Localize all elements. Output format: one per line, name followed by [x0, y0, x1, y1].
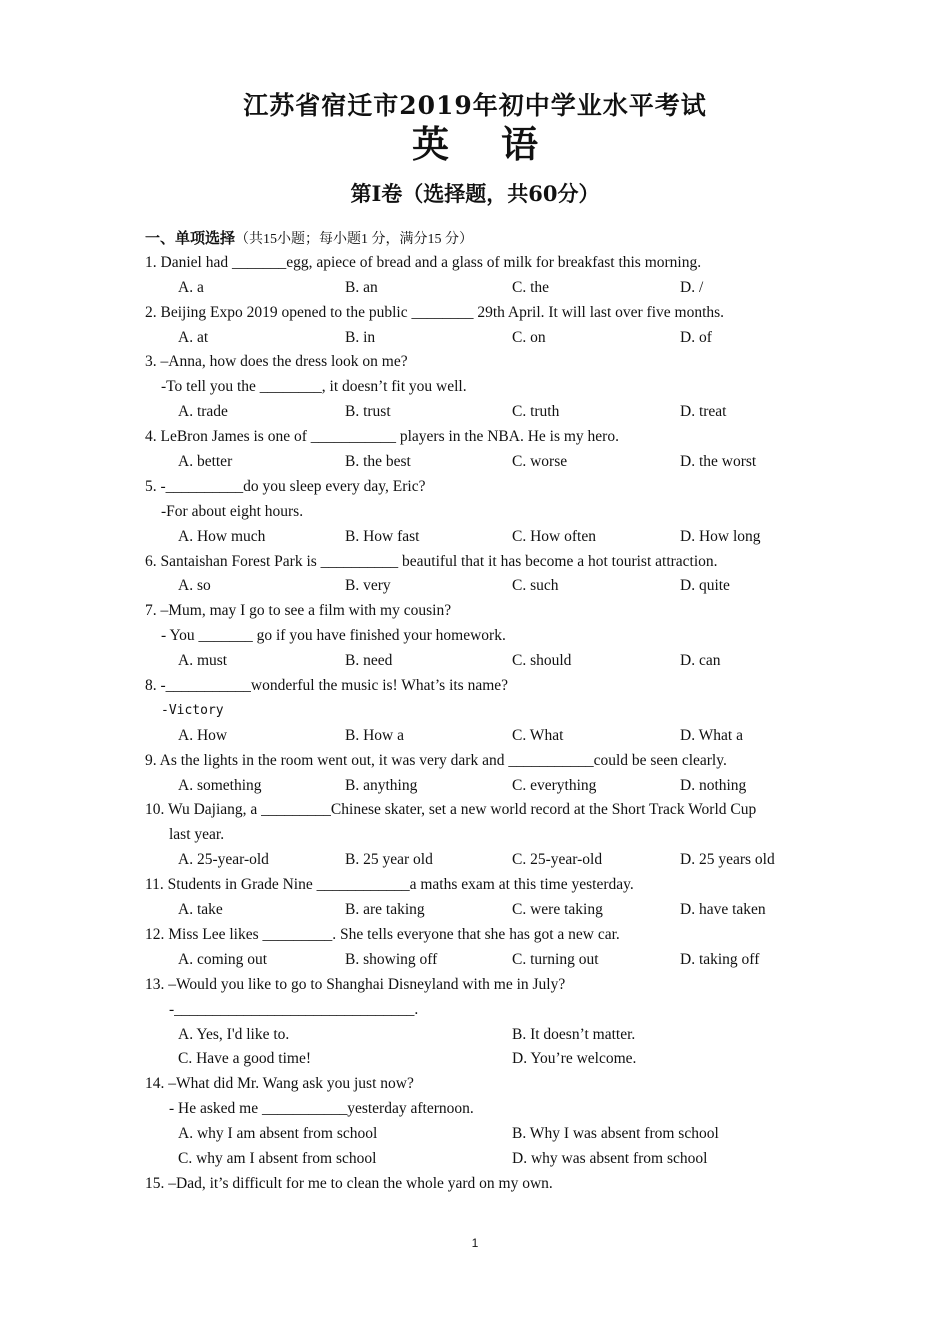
option-c: C. should	[512, 652, 572, 670]
option-c: C. What	[512, 726, 564, 744]
option-b: B. showing off	[345, 950, 438, 968]
question-6-stem: 6. Santaishan Forest Park is __________ beautiful that it has become a hot tourist attraction.	[145, 552, 718, 570]
part-title: 第I卷（选择题，共60分）	[350, 181, 600, 206]
question-14-reply: - He asked me ___________yesterday afternoon.	[169, 1100, 474, 1118]
option-c: C. on	[512, 328, 546, 346]
option-a: A. take	[178, 901, 223, 919]
question-13-stem: 13. –Would you like to go to Shanghai Disneyland with me in July?	[145, 975, 566, 993]
question-11-stem: 11. Students in Grade Nine ____________a maths exam at this time yesterday.	[145, 876, 634, 894]
option-a: A. must	[178, 652, 228, 670]
question-12-stem: 12. Miss Lee likes _________. She tells everyone that she has got a new car.	[145, 925, 620, 943]
option-a: A. How	[178, 726, 228, 744]
question-10-options	[145, 848, 835, 873]
question-2-options	[145, 326, 835, 351]
question-10-stem: 10. Wu Dajiang, a _________Chinese skater, set a new world record at the Short Track World Cup	[145, 801, 757, 819]
option-c: C. were taking	[512, 901, 603, 919]
option-c: C. How often	[512, 527, 596, 545]
option-b: B. Why I was absent from school	[512, 1125, 719, 1143]
option-a: A. so	[178, 577, 211, 595]
option-a: A. at	[178, 328, 209, 346]
question-3-options	[145, 400, 835, 425]
question-8-options	[145, 724, 835, 749]
option-d: D. quite	[680, 577, 730, 595]
question-13-reply: -_______________________________.	[169, 1000, 419, 1018]
option-d: D. How long	[680, 527, 761, 545]
option-a: A. Yes, I'd like to.	[178, 1025, 290, 1043]
question-4-options	[145, 450, 835, 475]
option-c: C. 25-year-old	[512, 851, 603, 869]
option-b: B. anything	[345, 776, 418, 794]
option-c: C. everything	[512, 776, 597, 794]
option-b: B. very	[345, 577, 391, 595]
option-c: C. Have a good time!	[178, 1050, 312, 1068]
question-11-options	[145, 898, 835, 923]
section-heading	[145, 226, 835, 251]
question-5-stem: 5. -__________do you sleep every day, Eric?	[145, 477, 426, 495]
option-d: D. nothing	[680, 776, 747, 794]
question-14-options-row-2	[145, 1147, 835, 1172]
option-c: C. the	[512, 278, 550, 296]
subject-char-1: 英	[412, 123, 449, 166]
option-c: C. turning out	[512, 950, 599, 968]
question-7-reply: - You _______ go if you have finished your homework.	[161, 627, 506, 645]
option-d: D. /	[680, 278, 704, 296]
question-5-options	[145, 525, 835, 550]
question-13-options-row-2	[145, 1047, 835, 1072]
question-list	[145, 226, 835, 1197]
question-2-stem: 2. Beijing Expo 2019 opened to the public ________ 29th April. It will last over five months.	[145, 303, 725, 321]
page-number: 1	[471, 1236, 479, 1250]
section-note: （共15小题；每小题1 分，满分15 分）	[235, 232, 474, 247]
option-b: B. How a	[345, 726, 404, 744]
option-d: D. the worst	[680, 453, 757, 471]
question-3-reply: -To tell you the ________, it doesn’t fit you well.	[161, 378, 467, 396]
option-a: A. trade	[178, 403, 228, 421]
option-b: B. the best	[345, 453, 411, 471]
option-a: A. How much	[178, 527, 266, 545]
question-9-stem: 9. As the lights in the room went out, it was very dark and ___________could be seen clearly.	[145, 751, 727, 769]
section-heading-label: 一、单项选择	[145, 229, 236, 247]
option-d: D. 25 years old	[680, 851, 775, 869]
question-1-options	[145, 276, 835, 301]
question-14-stem: 14. –What did Mr. Wang ask you just now?	[145, 1075, 414, 1093]
question-10-stem-continued: last year.	[169, 826, 225, 844]
option-d: D. treat	[680, 403, 727, 421]
option-c: C. worse	[512, 453, 568, 471]
subject-char-2: 语	[501, 123, 538, 166]
option-b: B. are taking	[345, 901, 425, 919]
option-b: B. need	[345, 652, 393, 670]
question-8-reply: -Victory	[161, 702, 224, 718]
option-b: B. trust	[345, 403, 391, 421]
option-b: B. How fast	[345, 527, 420, 545]
option-c: C. such	[512, 577, 559, 595]
question-13-options-row-1	[145, 1023, 835, 1048]
question-15-stem: 15. –Dad, it’s difficult for me to clean the whole yard on my own.	[145, 1174, 553, 1192]
question-7-options	[145, 649, 835, 674]
question-7-stem: 7. –Mum, may I go to see a film with my cousin?	[145, 602, 452, 620]
option-b: B. 25 year old	[345, 851, 433, 869]
question-1-stem: 1. Daniel had _______egg, apiece of bread and a glass of milk for breakfast this morning.	[145, 253, 702, 271]
option-d: D. What a	[680, 726, 743, 744]
question-3-stem: 3. –Anna, how does the dress look on me?	[145, 353, 408, 371]
option-a: A. coming out	[178, 950, 268, 968]
option-c: C. why am I absent from school	[178, 1149, 377, 1167]
exam-title: 江苏省宿迁市2019年初中学业水平考试	[243, 91, 707, 120]
option-d: D. of	[680, 328, 712, 346]
question-6-options	[145, 574, 835, 599]
option-d: D. can	[680, 652, 721, 670]
question-12-options	[145, 948, 835, 973]
option-d: D. why was absent from school	[512, 1149, 708, 1167]
option-a: A. something	[178, 776, 262, 794]
option-a: A. 25-year-old	[178, 851, 269, 869]
option-d: D. taking off	[680, 950, 760, 968]
option-a: A. better	[178, 453, 233, 471]
option-b: B. an	[345, 278, 378, 296]
question-14-options-row-1	[145, 1122, 835, 1147]
option-a: A. why I am absent from school	[178, 1125, 378, 1143]
option-b: B. It doesn’t matter.	[512, 1025, 636, 1043]
option-b: B. in	[345, 328, 376, 346]
question-4-stem: 4. LeBron James is one of ___________ players in the NBA. He is my hero.	[145, 428, 619, 446]
question-8-stem: 8. -___________wonderful the music is! What’s its name?	[145, 677, 509, 695]
option-a: A. a	[178, 278, 204, 296]
option-d: D. You’re welcome.	[512, 1050, 637, 1068]
option-d: D. have taken	[680, 901, 766, 919]
option-c: C. truth	[512, 403, 560, 421]
question-5-reply: -For about eight hours.	[161, 502, 304, 520]
question-9-options	[145, 774, 835, 799]
subject-title	[0, 114, 950, 168]
